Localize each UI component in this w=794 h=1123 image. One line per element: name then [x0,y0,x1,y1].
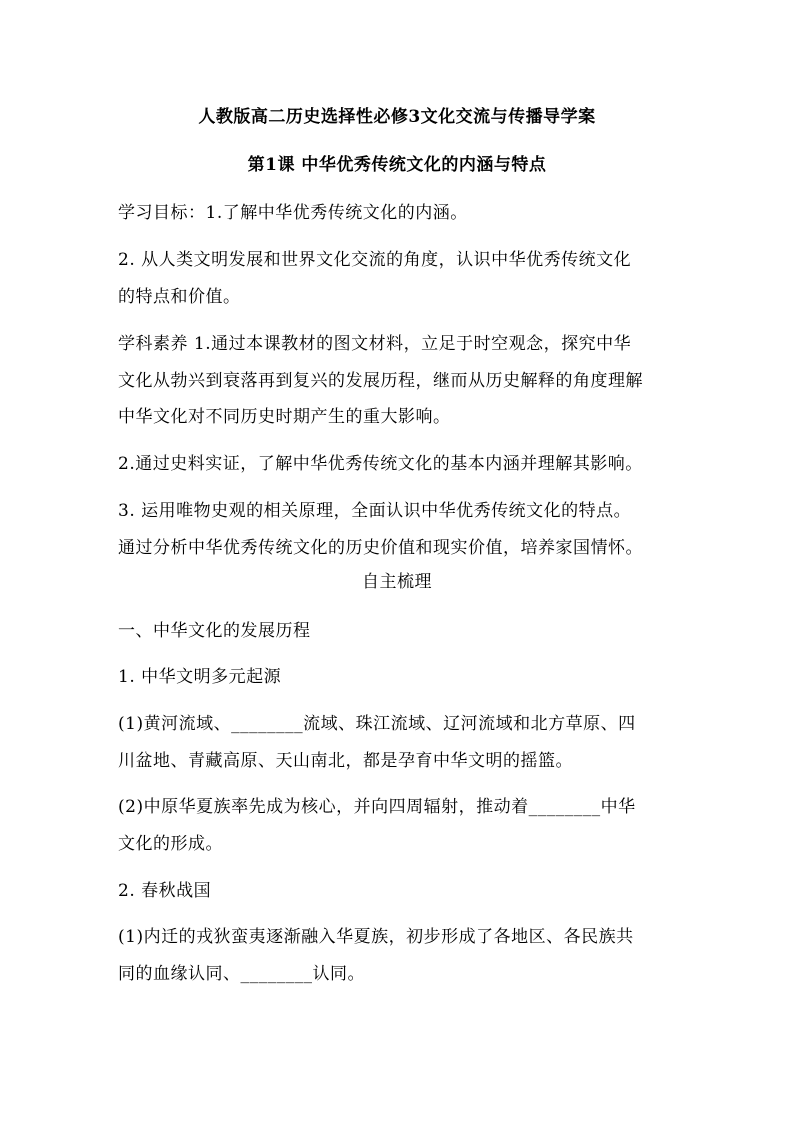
outline-subheading: 2. 春秋战国 [118,881,212,901]
lesson-title: 第1课 中华优秀传统文化的内涵与特点 [247,155,547,175]
learning-goal-line: 2. 从人类文明发展和世界文化交流的角度，认识中华优秀传统文化 [118,250,632,270]
discipline-literacy-line: 学科素养 1.通过本课教材的图文材料，立足于时空观念，探究中华 [118,334,632,354]
outline-line: 文化的形成。 [118,834,223,854]
discipline-literacy-line: 3. 运用唯物史观的相关原理，全面认识中华优秀传统文化的特点。 [118,501,632,521]
discipline-literacy-line: 中华文化对不同历史时期产生的重大影响。 [118,407,451,427]
learning-goal-line: 的特点和价值。 [118,287,241,307]
discipline-literacy-line: 通过分析中华优秀传统文化的历史价值和现实价值，培养家国情怀。 [118,538,643,558]
document-title: 人教版高二历史选择性必修3文化交流与传播导学案 [198,107,596,127]
discipline-literacy-line: 2.通过史料实证，了解中华优秀传统文化的基本内涵并理解其影响。 [118,454,643,474]
outline-line: 川盆地、青藏高原、天山南北，都是孕育中华文明的摇篮。 [118,751,573,771]
outline-heading: 一、中华文化的发展历程 [118,621,311,641]
outline-line: (1)内迁的戎狄蛮夷逐渐融入华夏族，初步形成了各地区、各民族共 [118,927,634,947]
section-heading: 自主梳理 [362,572,432,592]
outline-line: (2)中原华夏族率先成为核心，并向四周辐射，推动着________中华 [118,797,636,817]
outline-line: 同的血缘认同、________认同。 [118,964,365,984]
learning-goal-line: 学习目标：1.了解中华优秀传统文化的内涵。 [118,203,468,223]
outline-line: (1)黄河流域、________流域、珠江流域、辽河流域和北方草原、四 [118,714,636,734]
outline-subheading: 1. 中华文明多元起源 [118,667,282,687]
discipline-literacy-line: 文化从勃兴到衰落再到复兴的发展历程，继而从历史解释的角度理解 [118,371,643,391]
